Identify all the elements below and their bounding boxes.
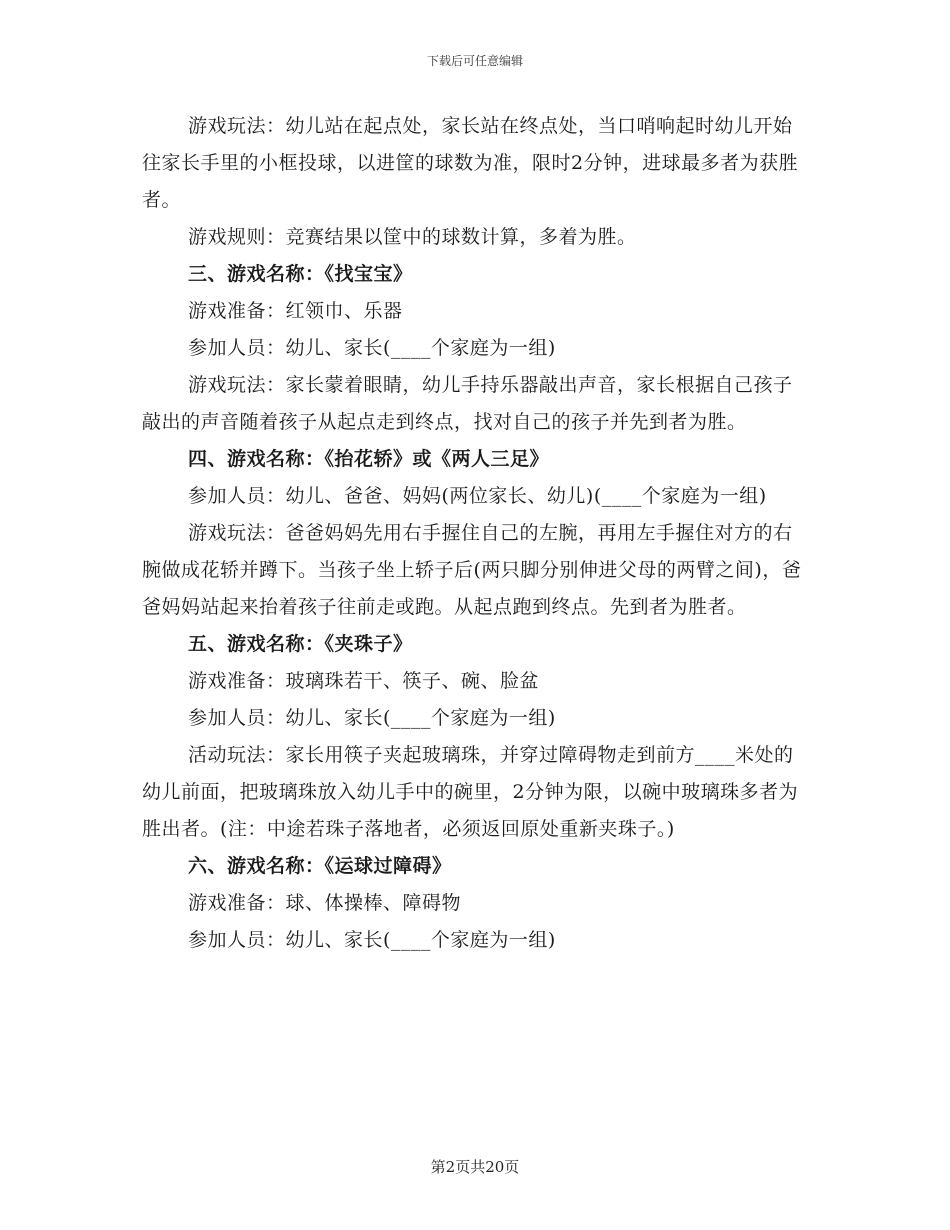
document-body	[142, 108, 810, 959]
section-heading-6: 六、游戏名称：《运球过障碍》	[188, 855, 452, 877]
paragraph-preparation: 游戏准备：红领巾、乐器	[188, 300, 403, 322]
paragraph-game-rules-play: 游戏玩法：幼儿站在起点处，家长站在终点处，当口哨响起时幼儿开始往家长手里的小框投球，以进筐的球数为准，限时2分钟，进球最多者为获胜者。	[142, 115, 799, 211]
section-heading-3: 三、游戏名称：《找宝宝》	[188, 263, 413, 285]
paragraph-participants: 参加人员：幼儿、家长(____个家庭为一组)	[188, 707, 556, 729]
paragraph-play: 游戏玩法：家长蒙着眼睛，幼儿手持乐器敲出声音，家长根据自己孩子敲出的声音随着孩子从起点走到终点，找对自己的孩子并先到者为胜。	[142, 374, 793, 433]
paragraph-preparation: 游戏准备：玻璃珠若干、筷子、碗、脸盆	[188, 670, 540, 692]
paragraph-preparation: 游戏准备：球、体操棒、障碍物	[188, 892, 462, 914]
page-header: 下载后可任意编辑	[426, 54, 523, 68]
paragraph-participants: 参加人员：幼儿、家长(____个家庭为一组)	[188, 337, 556, 359]
paragraph-participants: 参加人员：幼儿、家长(____个家庭为一组)	[188, 929, 556, 951]
page-footer: 第2页共20页	[430, 1158, 520, 1176]
section-heading-5: 五、游戏名称：《夹珠子》	[188, 633, 413, 655]
paragraph-activity-play: 活动玩法：家长用筷子夹起玻璃珠，并穿过障碍物走到前方____米处的幼儿前面，把玻璃珠放入幼儿手中的碗里，2分钟为限，以碗中玻璃珠多者为胜出者。(注：中途若珠子落地者，必须返回原处重新夹珠子。)	[142, 744, 799, 840]
paragraph-game-rules: 游戏规则：竞赛结果以筐中的球数计算，多着为胜。	[188, 226, 637, 248]
section-heading-4: 四、游戏名称：《抬花轿》或《两人三足》	[188, 448, 550, 470]
paragraph-participants: 参加人员：幼儿、爸爸、妈妈(两位家长、幼儿)(____个家庭为一组)	[188, 485, 767, 507]
paragraph-play: 游戏玩法：爸爸妈妈先用右手握住自己的左腕，再用左手握住对方的右腕做成花轿并蹲下。当孩子坐上轿子后(两只脚分别伸进父母的两臂之间)，爸爸妈妈站起来抬着孩子往前走或跑。从起点跑到终点。先到者为胜者。	[142, 522, 802, 618]
